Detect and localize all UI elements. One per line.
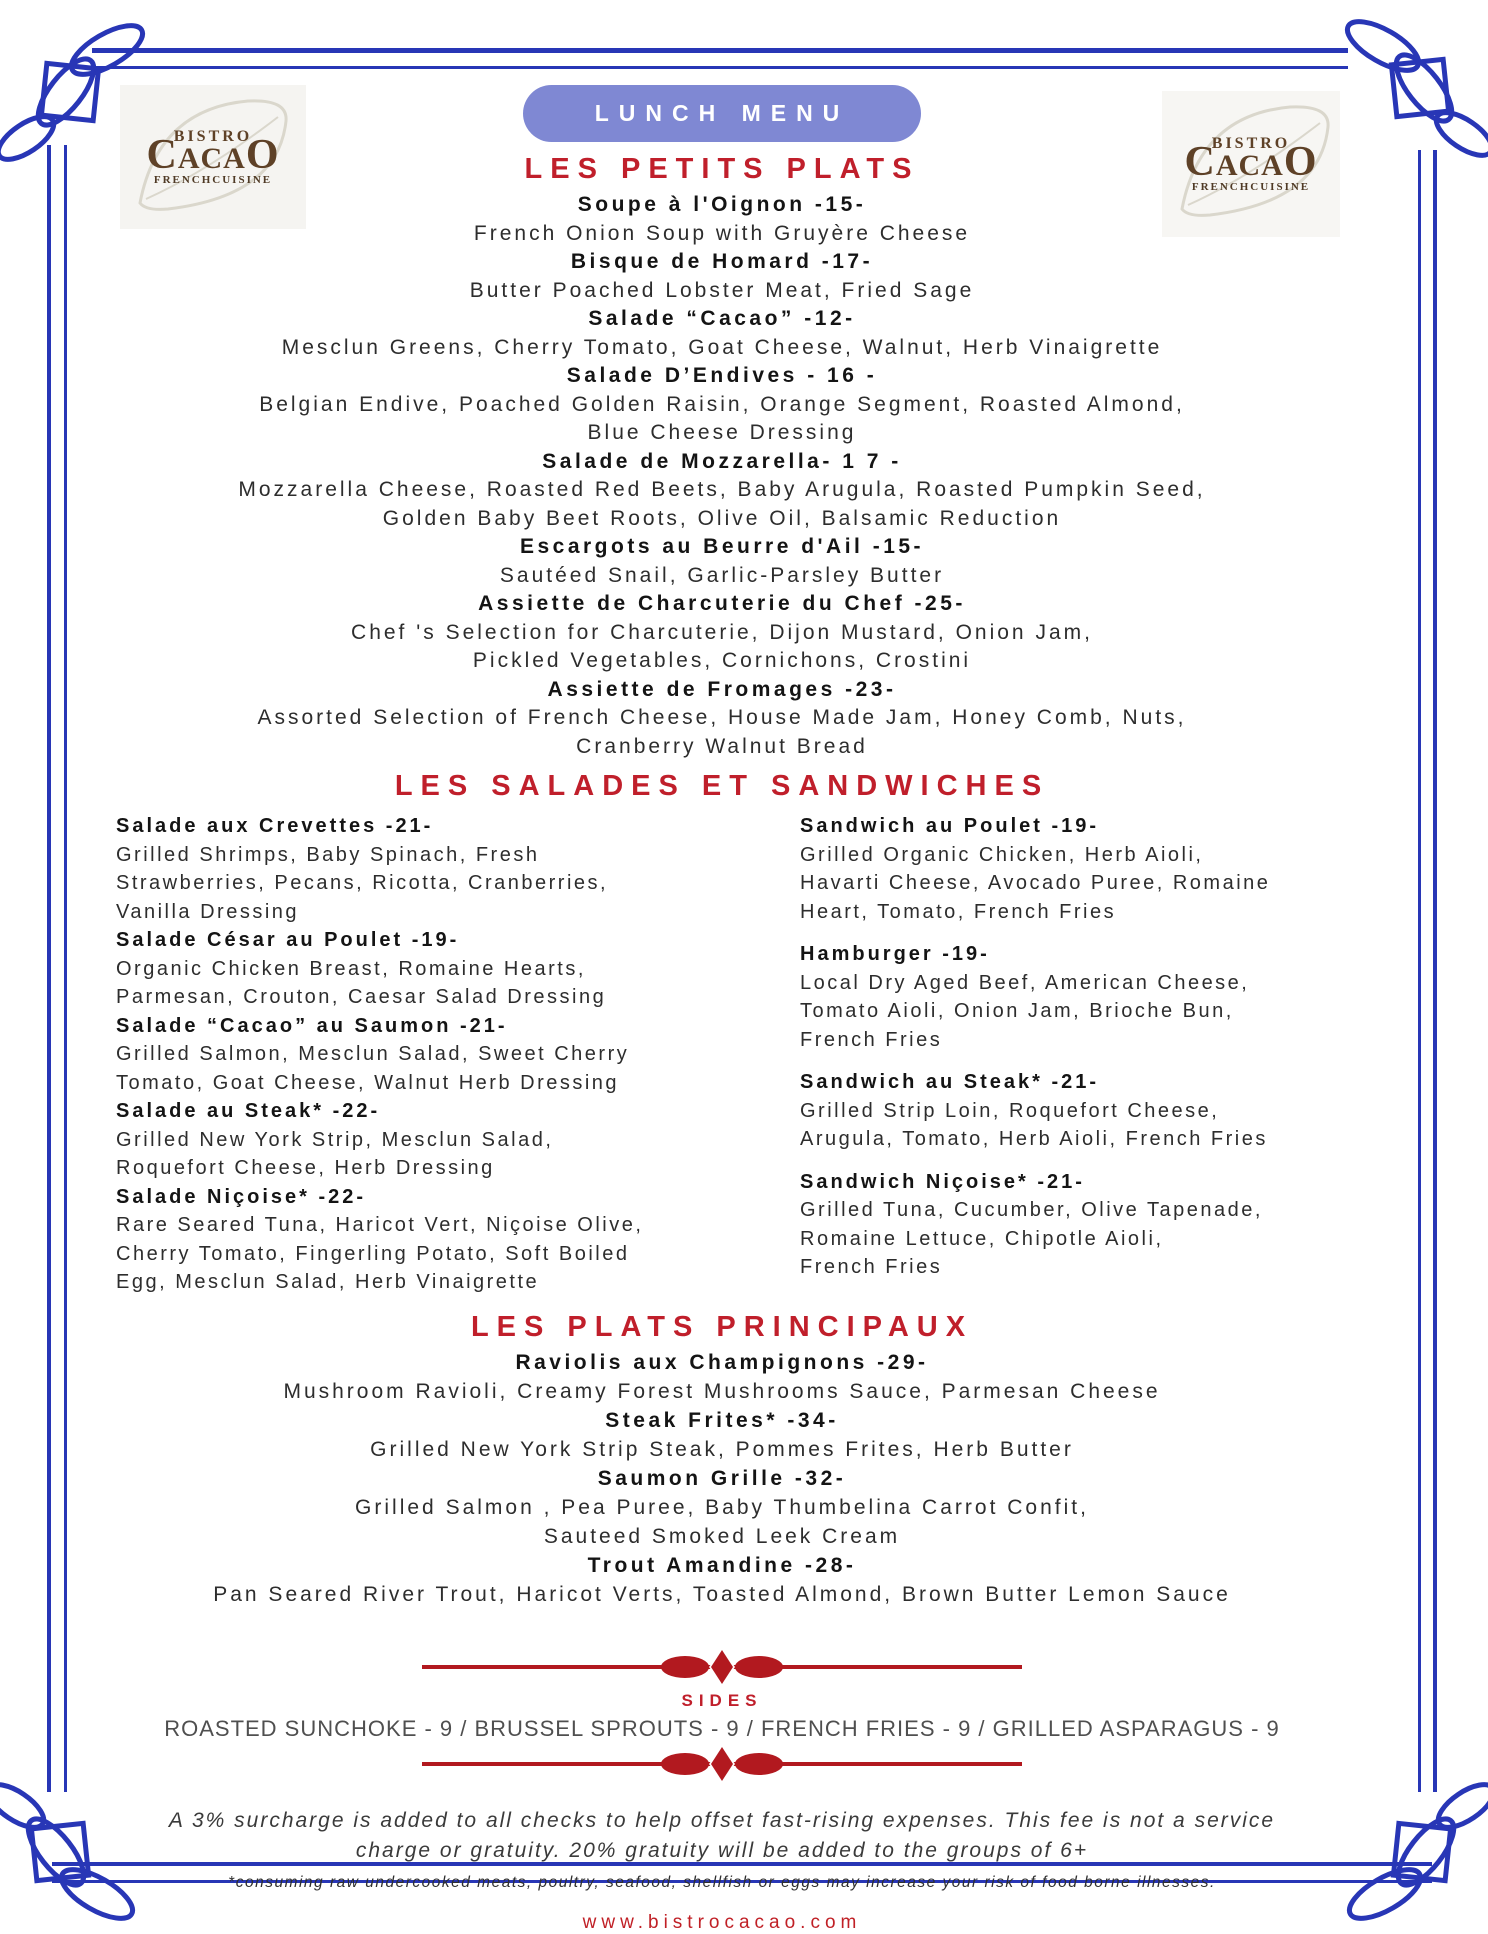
item-desc: Butter Poached Lobster Meat, Fried Sage: [469, 278, 975, 302]
sides-row: ROASTED SUNCHOKE - 9 / BRUSSEL SPROUTS - 9 / FRENCH FRIES - 9 / GRILLED ASPARAGUS - 9: [164, 1716, 1280, 1741]
item-desc: Heart, Tomato, French Fries: [800, 900, 1117, 923]
item-desc: Sauteed Smoked Leek Cream: [543, 1525, 901, 1548]
item-name: Salade César au Poulet -19-: [116, 929, 460, 951]
item-desc: Grilled Organic Chicken, Herb Aioli,: [800, 843, 1204, 866]
item-desc: Grilled Strip Loin, Roquefort Cheese,: [800, 1099, 1220, 1122]
lunch-menu-badge: LUNCH MENU: [523, 85, 921, 142]
item-name: Assiette de Fromages -23-: [547, 677, 897, 701]
item-desc: Mesclun Greens, Cherry Tomato, Goat Cheese, Walnut, Herb Vinaigrette: [281, 335, 1163, 359]
section-salades-sandwiches: [60, 812, 1384, 1304]
border-left-thick: [47, 145, 51, 1792]
sides-title: SIDES: [681, 1691, 763, 1710]
item-desc: Arugula, Tomato, Herb Aioli, French Fries: [800, 1128, 1268, 1150]
logo-word-frenchcuisine: FRENCHCUISINE: [1191, 181, 1311, 193]
item-name: Sandwich Niçoise* -21-: [800, 1170, 1085, 1193]
logo-word-bistro: BISTRO: [173, 128, 253, 145]
menu-content: [60, 0, 1384, 1934]
item-name: Steak Frites* -34-: [605, 1409, 839, 1432]
surcharge-line: A 3% surcharge is added to all checks to help offset fast-rising expenses. This fee is not a service: [168, 1809, 1276, 1832]
menu-item: [800, 1068, 1400, 1154]
item-desc: Parmesan, Crouton, Caesar Salad Dressing: [116, 986, 607, 1008]
item-desc: Grilled Salmon, Mesclun Salad, Sweet Cherry: [116, 1043, 630, 1065]
item-desc: Belgian Endive, Poached Golden Raisin, Orange Segment, Roasted Almond,: [259, 392, 1185, 416]
item-desc: Pan Seared River Trout, Haricot Verts, Toasted Almond, Brown Butter Lemon Sauce: [213, 1583, 1231, 1606]
item-desc: Strawberries, Pecans, Ricotta, Cranberries,: [116, 872, 609, 894]
item-desc: Cherry Tomato, Fingerling Potato, Soft Boiled: [116, 1242, 630, 1265]
item-name: Salade aux Crevettes -21-: [116, 815, 434, 837]
logo-word-bistro: BISTRO: [1211, 135, 1291, 152]
item-name: Raviolis aux Champignons -29-: [515, 1351, 929, 1374]
item-desc: Tomato Aioli, Onion Jam, Brioche Bun,: [800, 1000, 1234, 1022]
item-desc: Roquefort Cheese, Herb Dressing: [116, 1157, 495, 1179]
surcharge-line: charge or gratuity. 20% gratuity will be added to the groups of 6+: [355, 1839, 1089, 1862]
item-desc: French Fries: [800, 1028, 943, 1051]
surcharge-note: [60, 1806, 1384, 1866]
item-name: Bisque de Homard -17-: [570, 250, 874, 273]
item-desc: Blue Cheese Dressing: [587, 421, 857, 444]
item-name: Sandwich au Poulet -19-: [800, 815, 1100, 837]
item-desc: Pickled Vegetables, Cornichons, Crostini: [472, 649, 972, 672]
raw-food-disclaimer: *consuming raw undercooked meats, poultry, seafood, shellfish or eggs may increase your risk of food borne illnesses.: [228, 1874, 1216, 1891]
menu-item: [800, 940, 1400, 1054]
item-desc: Organic Chicken Breast, Romaine Hearts,: [116, 957, 586, 980]
divider-ornament-icon: [422, 1647, 1022, 1687]
item-name: Assiette de Charcuterie du Chef -25-: [478, 592, 966, 615]
item-desc: Local Dry Aged Beef, American Cheese,: [800, 971, 1250, 994]
item-name: Salade de Mozzarella- 1 7 -: [542, 449, 902, 473]
item-desc: French Onion Soup with Gruyère Cheese: [473, 221, 971, 245]
item-name: Salade D’Endives - 16 -: [566, 364, 878, 387]
logo-word-frenchcuisine: FRENCHCUISINE: [153, 174, 273, 186]
section-title-petits-plats: LES PETITS PLATS: [524, 153, 920, 185]
item-name: Sandwich au Steak* -21-: [800, 1071, 1100, 1093]
item-name: Trout Amandine -28-: [587, 1554, 857, 1577]
item-name: Salade Niçoise* -22-: [116, 1185, 367, 1208]
item-desc: Grilled Tuna, Cucumber, Olive Tapenade,: [800, 1199, 1263, 1221]
border-right-thick: [1433, 150, 1437, 1792]
border-right-thin: [1418, 150, 1421, 1792]
divider-ornament-icon: [422, 1744, 1022, 1784]
section-title-plats-principaux: LES PLATS PRINCIPAUX: [470, 1311, 974, 1343]
item-desc: Mozzarella Cheese, Roasted Red Beets, Baby Arugula, Roasted Pumpkin Seed,: [238, 478, 1206, 501]
section-petits-plats: [60, 191, 1384, 761]
item-desc: Rare Seared Tuna, Haricot Vert, Niçoise Olive,: [116, 1214, 644, 1236]
item-name: Escargots au Beurre d'Ail -15-: [519, 535, 925, 558]
section-title-salades-sandwiches: LES SALADES ET SANDWICHES: [394, 770, 1050, 802]
section-plats-principaux: [60, 1348, 1384, 1609]
menu-item: [800, 1168, 1400, 1282]
sandwiches-column: [800, 812, 1400, 1296]
item-desc: Golden Baby Beet Roots, Olive Oil, Balsamic Reduction: [382, 506, 1062, 530]
item-desc: Grilled New York Strip, Mesclun Salad,: [116, 1128, 554, 1151]
item-desc: French Fries: [800, 1256, 943, 1278]
item-desc: Chef 's Selection for Charcuterie, Dijon Mustard, Onion Jam,: [351, 620, 1093, 644]
item-desc: Grilled New York Strip Steak, Pommes Frites, Herb Butter: [370, 1438, 1074, 1461]
item-name: Salade “Cacao” -12-: [588, 307, 856, 330]
item-desc: Assorted Selection of French Cheese, House Made Jam, Honey Comb, Nuts,: [257, 706, 1187, 729]
logo-word-cacao: CACAO: [1184, 139, 1318, 185]
item-name: Saumon Grille -32-: [597, 1467, 847, 1490]
item-name: Hamburger -19-: [800, 943, 990, 965]
item-name: Salade au Steak* -22-: [116, 1100, 381, 1122]
item-desc: Tomato, Goat Cheese, Walnut Herb Dressing: [116, 1071, 620, 1094]
item-name: Salade “Cacao” au Saumon -21-: [116, 1014, 508, 1037]
menu-item: [800, 812, 1400, 926]
item-desc: Sautéed Snail, Garlic-Parsley Butter: [499, 563, 945, 587]
salades-column: [116, 812, 781, 1297]
item-desc: Vanilla Dressing: [116, 900, 300, 923]
item-desc: Grilled Salmon , Pea Puree, Baby Thumbelina Carrot Confit,: [355, 1496, 1089, 1519]
website-url: www.bistrocacao.com: [582, 1912, 862, 1933]
item-desc: Mushroom Ravioli, Creamy Forest Mushrooms Sauce, Parmesan Cheese: [283, 1380, 1161, 1403]
item-desc: Romaine Lettuce, Chipotle Aioli,: [800, 1227, 1164, 1250]
item-name: Soupe à l'Oignon -15-: [577, 193, 867, 216]
item-desc: Grilled Shrimps, Baby Spinach, Fresh: [116, 843, 540, 866]
item-desc: Havarti Cheese, Avocado Puree, Romaine: [800, 872, 1271, 894]
item-desc: Egg, Mesclun Salad, Herb Vinaigrette: [116, 1271, 540, 1293]
item-desc: Cranberry Walnut Bread: [576, 734, 868, 758]
logo-word-cacao: CACAO: [146, 132, 280, 178]
